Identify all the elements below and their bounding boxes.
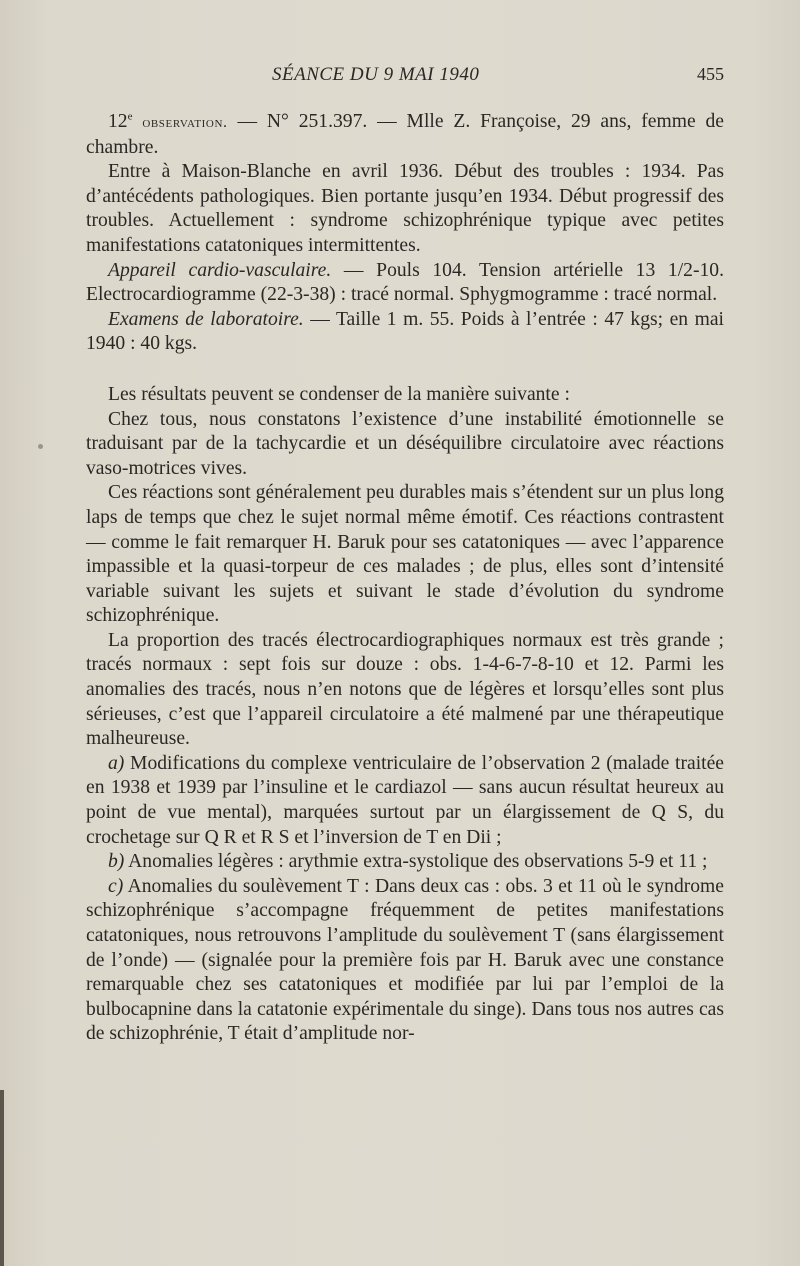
observation-number: 12: [108, 111, 128, 132]
observation-lab: [86, 308, 724, 357]
cardio-text: — Pouls 104. Tension artérielle 13 1/2-10. Electrocardiogramme (22-3-38) : tracé normal. Sphygmogramme : tracé normal.: [86, 259, 724, 306]
paragraph-results: Les résultats peuvent se condenser de la manière suivante :: [108, 383, 570, 405]
observation-text: — N° 251.397. — Mlle Z. Françoise, 29 ans, femme de chambre.: [86, 111, 724, 158]
observation-label: observation.: [142, 114, 228, 131]
paragraph-reactions: Ces réactions sont généralement peu durables mais s’étendent sur un plus long laps de temps que chez le sujet normal même émotif. Ces réactions contrastent — comme le fait remarquer H. Baruk pour ses catatoniques — avec l’apparence impassible et la quasi-torpeur de ces malades ; de plus, elles sont d’intensité variable suivant les sujets et suivant le stade d’évolution du syndrome schizophrénique.: [86, 482, 724, 627]
cardio-label: Appareil cardio-vasculaire.: [108, 259, 332, 281]
running-title: SÉANCE DU 9 MAI 1940: [272, 64, 480, 85]
observation-heading: [86, 110, 724, 160]
item-a: [86, 752, 724, 850]
item-c: [86, 875, 724, 1047]
observation-entry: Entre à Maison-Blanche en avril 1936. Début des troubles : 1934. Pas d’antécédents pathologiques. Bien portante jusqu’en 1934. Début progressif des troubles. Actuellement : syndrome schizophrénique typique avec petites manifestations catatoniques intermittentes.: [86, 161, 724, 256]
item-a-text: Modifications du complexe ventriculaire de l’observation 2 (malade traitée en 1938 et 1939 par l’insuline et le cardiazol — sans aucun résultat heureux au point de vue mental), marquées surtout par un élargissement de Q S, du crochetage sur Q R et R S et l’inversion de T en Dii ;: [86, 752, 724, 848]
body-text: [86, 110, 724, 1047]
item-b-text: Anomalies légères : arythmie extra-systolique des observations 5-9 et 11 ;: [124, 851, 708, 873]
page-header: [0, 64, 800, 88]
paragraph-proportion: La proportion des tracés électrocardiographiques normaux est très grande ; tracés normaux : sept fois sur douze : obs. 1-4-6-7-8-10 et 12. Parmi les anomalies des tracés, nous n’en notons que de légères et lorsqu’elles sont plus sérieuses, c’est que l’appareil circulatoire a été malmené par une thérapeutique malheureuse.: [86, 629, 724, 750]
item-c-text: Anomalies du soulèvement T : Dans deux cas : obs. 3 et 11 où le syndrome schizophrénique s’accompagne fréquemment de petites manifestations catatoniques, nous retrouvons l’amplitude du soulèvement T (sans élargissement de l’onde) — (signalée pour la première fois par H. Baruk avec une constance remarquable chez ses catatoniques et modifiée par lui par l’emploi de la bulbocapnine dans la catatonie expérimentale du singe). Dans tous nos autres cas de schizophrénie, T était d’amplitude nor-: [86, 875, 724, 1045]
item-b: [86, 850, 724, 875]
observation-number-sup: e: [127, 110, 133, 123]
speck-mark: [38, 444, 43, 449]
item-b-marker: b): [108, 851, 125, 873]
observation-cardio: [86, 259, 724, 308]
lab-text: — Taille 1 m. 55. Poids à l’entrée : 47 kgs; en mai 1940 : 40 kgs.: [86, 308, 724, 355]
page-edge-shadow: [0, 1090, 4, 1266]
section-gap: [86, 357, 724, 383]
item-a-marker: a): [108, 752, 125, 774]
paragraph-instability: Chez tous, nous constatons l’existence d’une instabilité émotionnelle se traduisant par de la tachycardie et un déséquilibre circulatoire avec réactions vaso-motrices vives.: [86, 408, 724, 479]
lab-label: Examens de laboratoire.: [108, 308, 304, 330]
page-number: 455: [697, 64, 724, 84]
item-c-marker: c): [108, 875, 124, 897]
